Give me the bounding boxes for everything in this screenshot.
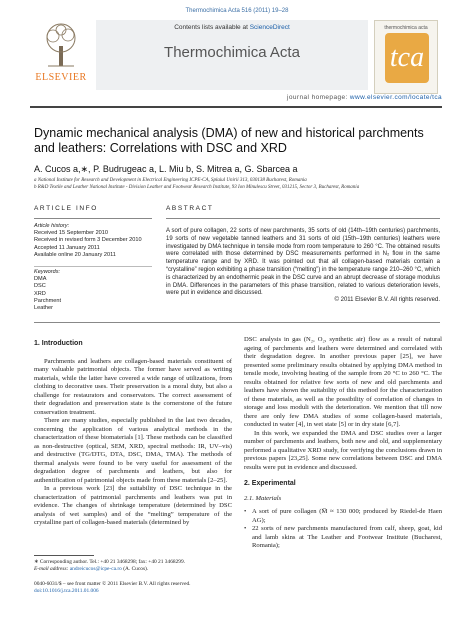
- contents-prefix: Contents lists available at: [174, 24, 250, 31]
- abstract-heading: ABSTRACT: [166, 205, 214, 212]
- intro-paragraph: Parchments and leathers are collagen-based materials constituent of many valuable patrimonial objects. The former have served as writing materials, while the latter have covered a wide range of utilizations, from clothing to decorative uses. Their preservation is a moral duty, but also a challenge for restaurators and conservators. The correct assessment of their degradation and preservation state is the cornerstone of the future conservation treatment.: [34, 357, 232, 416]
- keywords-rule: [34, 266, 152, 267]
- history-accepted: Accepted 11 January 2011: [34, 244, 100, 251]
- abstract-bottom-rule: [34, 322, 440, 323]
- body-right-column: [244, 336, 442, 551]
- article-title: Dynamic mechanical analysis (DMA) of new and historical parchments and leathers: Correlations with DSC and XRD: [34, 126, 424, 155]
- cover-title: thermochimica acta: [384, 25, 428, 31]
- keyword-item: XRD: [34, 290, 46, 297]
- cover-mark: tca: [385, 33, 429, 83]
- journal-banner: [96, 20, 368, 90]
- article-history: [34, 223, 144, 259]
- keywords-label: Keywords:: [34, 269, 61, 275]
- issn-line: 0040-6031/$ – see front matter © 2011 Elsevier B.V. All rights reserved.: [34, 581, 191, 587]
- materials-list: [244, 508, 442, 551]
- elsevier-wordmark: ELSEVIER: [35, 72, 87, 83]
- footnote-rule: [34, 555, 94, 556]
- keyword-item: DMA: [34, 276, 47, 283]
- materials-heading: 2.1. Materials: [244, 494, 282, 502]
- journal-homepage: [30, 94, 442, 101]
- header-rule: [30, 106, 442, 108]
- journal-reference: Thermochimica Acta 516 (2011) 19–28: [185, 8, 289, 14]
- abstract-rule: [166, 218, 440, 219]
- keyword-item: DSC: [34, 283, 46, 290]
- email-suffix: (A. Cucos).: [121, 566, 149, 572]
- elsevier-tree-icon: [38, 22, 84, 68]
- sciencedirect-link[interactable]: ScienceDirect: [249, 24, 290, 31]
- keyword-item: Leather: [34, 305, 53, 312]
- homepage-link[interactable]: www.elsevier.com/locate/tca: [349, 94, 442, 101]
- doi-line: [34, 588, 232, 594]
- history-received: Received 15 September 2010: [34, 230, 109, 237]
- intro-paragraph: In this work, we expanded the DMA and DSC studies over a larger number of parchments and leathers, both new and old, and supplementary performed a qualitative XRD study, for verifying the conclusions drawn in previous papers [23,25]. Some new correlations between DSC and DMA results were put in evidence and discussed.: [244, 429, 442, 471]
- materials-item: • A sort of pure collagen (M̅ ≈ 130 000; produced by Riedel-de Haen AG);: [244, 508, 442, 525]
- intro-paragraph: DSC analysis in gas (N₂, O₂, synthetic air) flow as a result of natural ageing of parchments and leathers were determined and correlated with their degradation degree. In another previous paper [25], we have presented some preliminary results obtained by applying DMA method in tensile mode, involving heating of the sample from 20 °C to 260 °C. The results obtained for relative few sorts of new and old parchments and leathers have shown the suitability of this method for the characterization of these materials, as well as the possibility of correlation of changes in storage and loss moduli with the deterioration. We mention that till now there are only few DMA studies of some collagen-based materials, conducted in water [4], in wet state [5] or in dry state [6,7].: [244, 336, 442, 428]
- journal-title: Thermochimica Acta: [164, 44, 300, 61]
- email-note: [34, 566, 232, 572]
- email-link[interactable]: andreicucos@icpe-ca.ro: [69, 566, 122, 572]
- keyword-item: Parchment: [34, 297, 62, 304]
- doi-link[interactable]: doi:10.1016/j.tca.2011.01.006: [34, 588, 99, 594]
- abstract-text: A sort of pure collagen, 22 sorts of new parchments, 35 sorts of old (14th–19th centuries) parchments, 19 sorts of new vegetable tanned leathers and 31 sorts of old (15th–19th centuries) leathers were investigated by DMA technique in tensile mode from room temperature to 260 °C. The obtained results were correlated with those determined by DSC measurements performed in N₂ flow in the same temperature range and by XRD. It was pointed out that all collagen-based materials contain a “crystalline” region exhibiting a phase transition (“melting”) in the temperature range 210–260 °C, which is characterized by an endothermic peak in the DSC curve and an abrupt decrease of storage modulus in DMA. Differences in the parameters of this phase transition, related to various deterioration levels, were put in evidence and discussed.: [166, 228, 440, 297]
- keywords: [34, 269, 144, 312]
- intro-paragraph: There are many studies, especially published in the last two decades, concerning the application of various analytical methods in the characterization of these biomaterials [1]. These methods can be classified as non-destructive (optical, SEM, XRD, spectral methods: IR, UV–vis) and destructive (TG/DTG, DTA, DSC, DMA, TMA). The methods of thermal analysis were found to be very useful for assessment of the degradation degree of parchments and leathers, but also for authentification of patrimonial objects made from these materials [2–25].: [34, 417, 232, 484]
- affiliation-b: b R&D Textile and Leather National Institute - Division Leather and Footwear Research Institute, 93 Ion Minulescu Street, 031215, Sector 3, Bucharest, Romania: [34, 185, 360, 190]
- materials-item: • 22 sorts of new parchments manufactured from calf, sheep, goat, kid and lamb skins at The Leather and Footwear Institute (Bucharest, Romania);: [244, 525, 442, 551]
- intro-paragraph: In a previous work [23] the suitability of DSC technique in the characterization of patrimonial parchments and leathers was put in evidence. The changes of shrinkage temperature (determined by DSC analysis of wet samples) and of the “melting” temperature of the crystalline part of collagen-based materials (determined by: [34, 485, 232, 526]
- article-info-heading: ARTICLE INFO: [34, 205, 98, 212]
- affiliation-a: a National Institute for Research and Development in Electrical Engineering ICPE-CA, Splaiul Unirii 313, 030138 Bucharest, Romania: [34, 178, 307, 183]
- history-online: Available online 20 January 2011: [34, 251, 116, 258]
- corresponding-author-note: ∗ Corresponding author. Tel.: +40 21 3468298; fax: +40 21 3468299.: [34, 559, 186, 565]
- experimental-heading: 2. Experimental: [244, 480, 296, 487]
- history-label: Article history:: [34, 223, 70, 229]
- abstract-copyright: © 2011 Elsevier B.V. All rights reserved.: [334, 297, 440, 303]
- contents-line: [96, 24, 368, 31]
- article-info-rule: [34, 218, 152, 219]
- journal-cover: [374, 20, 438, 94]
- homepage-prefix: journal homepage:: [287, 94, 350, 101]
- author-list: A. Cucos a,∗, P. Budrugeac a, L. Miu b, S. Mitrea a, G. Sbarcea a: [34, 164, 298, 174]
- history-revised: Received in revised form 3 December 2010: [34, 237, 142, 244]
- email-label: E-mail address:: [34, 566, 70, 572]
- journal-header: [30, 20, 442, 100]
- body-left-column: [34, 340, 232, 528]
- elsevier-logo: [30, 20, 92, 90]
- introduction-heading: 1. Introduction: [34, 340, 83, 347]
